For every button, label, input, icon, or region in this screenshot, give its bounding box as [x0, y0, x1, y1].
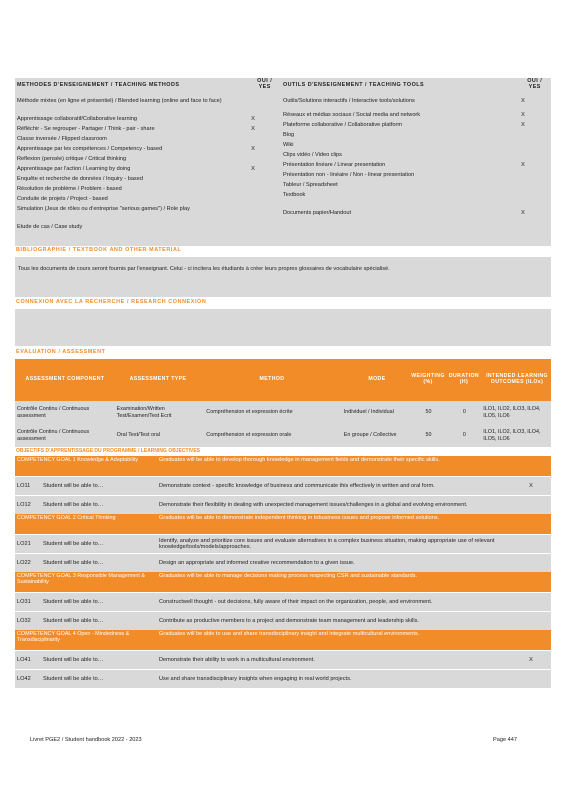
- list-item-check: X: [521, 98, 525, 104]
- evaluation-rows: [15, 401, 551, 447]
- competency-goal-text: Graduates will be able to manage decisions making process respecting CSR and sustainable standards.: [159, 573, 418, 579]
- list-item-label: Présentation non - linéaire / Non - linear presentation: [282, 172, 415, 178]
- list-item-check: X: [251, 126, 255, 132]
- outcome-lead: Student will be able to…: [43, 559, 104, 566]
- list-item-check: [237, 136, 269, 146]
- list-item-check: [237, 176, 269, 186]
- list-item-check: [507, 202, 539, 210]
- eval-duration: 0: [462, 432, 466, 439]
- list-item: [281, 132, 539, 142]
- list-item-check: [237, 196, 269, 206]
- list-item: [281, 98, 539, 112]
- competency-goal-text: Graduates will be able to use and share transdisciplinary insight and integrate multicultural environments.: [159, 631, 420, 637]
- eval-col-type: ASSESSMENT TYPE: [129, 376, 187, 383]
- list-item-label: Blog: [282, 132, 295, 138]
- list-item-label: Documents papier/Handout: [282, 210, 352, 216]
- list-item-check: [237, 224, 269, 234]
- list-item-label: Apprentissage par les compétences / Competency - based: [17, 146, 163, 152]
- bibliography-box: [15, 257, 551, 297]
- eval-row: [15, 401, 551, 424]
- list-item-check: [237, 186, 269, 196]
- list-item-label: Classe inversée / Flipped classroom: [17, 136, 107, 142]
- tools-header: OUTILS D'ENSEIGNEMENT / TEACHING TOOLS: [282, 82, 425, 88]
- list-item-label: Apprentissage par l'action / Learning by doing: [17, 166, 131, 172]
- list-item: [281, 152, 539, 162]
- eval-col-method: METHOD: [259, 376, 285, 383]
- list-item-label: Simulation (Jeux de rôles ou d'entreprise "serious games") / Role play: [17, 206, 190, 212]
- research-box: [15, 309, 551, 346]
- list-item-label: Réfléchir - Se regrouper - Partager / Think - pair - share: [17, 126, 155, 132]
- tools-list: [281, 98, 539, 220]
- outcome-lead: Student will be able to…: [43, 482, 104, 489]
- learning-objectives: [15, 456, 551, 688]
- list-item: [15, 146, 269, 156]
- competency-goal-text: Graduates will be able to demonstrate independent thinking in tobusiness issues and propose informed solutions.: [159, 515, 440, 521]
- list-item-label: Réseaux et médias sociaux / Social media and network: [282, 112, 421, 118]
- list-item-check: [237, 98, 269, 116]
- competency-goal-row: [15, 572, 551, 592]
- list-item: [281, 210, 539, 220]
- eval-weight: 50: [425, 432, 432, 439]
- outcome-code: LO11: [17, 482, 31, 489]
- list-item: [15, 166, 269, 176]
- eval-col-weight: WEIGHTING (%): [411, 373, 445, 385]
- list-item-check: [507, 132, 539, 142]
- list-item: [281, 172, 539, 182]
- list-item-check: X: [251, 116, 255, 122]
- learning-outcome-row: [15, 669, 551, 688]
- list-item-check: [507, 192, 539, 202]
- list-item-check: [237, 156, 269, 166]
- footer-page: Page 447: [493, 737, 517, 743]
- competency-goal-label: COMPETENCY GOAL 3 Responsible Management & Sustainability: [17, 573, 145, 586]
- methods-header: METHODES D'ENSEIGNEMENT / TEACHING METHODS: [17, 82, 180, 88]
- list-item: [281, 182, 539, 192]
- list-item-label: Wiki: [282, 142, 294, 148]
- outcome-text: Demonstrate their ability to work in a multicultural environment.: [159, 656, 315, 663]
- outcome-lead: Student will be able to…: [43, 675, 104, 682]
- eval-mode: Individuel / Individual: [343, 409, 394, 416]
- eval-type: Examination/Written Test/Examen/Test Ecrit: [116, 406, 172, 419]
- list-item-label: Tableur / Spreadsheet: [282, 182, 338, 188]
- competency-goal-row: [15, 514, 551, 534]
- outcome-text: Demonstrate their flexibility in dealing with unexpected management issues/challenges in a global and evolving environment.: [159, 501, 468, 508]
- competency-goal-label: COMPETENCY GOAL 4 Open - Mindedness & Transdisciplinarity: [17, 631, 130, 644]
- list-item-label: Méthode mixtes (en ligne et présentiel) / Blended learning (online and face to face): [17, 98, 222, 104]
- list-item-label: Outils/Solutions interactifs / Interactive tools/solutions: [282, 98, 415, 104]
- footer-left: Livret PGE2 / Student handbook 2022 - 2023: [30, 737, 142, 743]
- competency-goal-label: COMPETENCY GOAL 2 Critical Thinking: [17, 515, 116, 521]
- outcome-text: Identify, analyze and prioritize core issues and evaluate alternatives in a complex business situation, making appropriate use of relevant knowledge/tools/models/approaches.: [159, 537, 495, 550]
- list-item: [15, 98, 269, 116]
- teaching-methods-table: [15, 78, 551, 234]
- eval-method: Compréhension et expression écrite: [206, 409, 293, 416]
- list-item-label: [281, 202, 507, 210]
- list-item-label: Apprentissage collaboratif/Collaborative learning: [17, 116, 138, 122]
- outcome-check: X: [529, 656, 533, 663]
- competency-goal-label: COMPETENCY GOAL 1 Knowledge & Adaptability: [17, 457, 139, 463]
- outcome-lead: Student will be able to…: [43, 540, 104, 547]
- list-item: [15, 224, 269, 234]
- list-item-check: X: [251, 166, 255, 172]
- list-item: [281, 122, 539, 132]
- tools-yes-header: OUI / YES: [527, 78, 543, 91]
- list-item-check: [507, 172, 539, 182]
- list-item: [281, 162, 539, 172]
- list-item: [281, 202, 539, 210]
- learning-outcome-row: [15, 650, 551, 669]
- methods-list: [15, 98, 269, 234]
- methods-yes-header: OUI / YES: [257, 78, 273, 91]
- outcome-lead: Student will be able to…: [43, 656, 104, 663]
- research-text: [15, 309, 551, 321]
- outcome-lead: Student will be able to…: [43, 501, 104, 508]
- evaluation-header-row: [15, 359, 551, 401]
- list-item-check: X: [521, 162, 525, 168]
- list-item-label: Enquête et recherche de données / Inquiry - based: [17, 176, 143, 182]
- list-item-label: Plateforme collaborative / Collaborative platform: [282, 122, 403, 128]
- list-item-label: Clips vidéo / Video clips: [282, 152, 342, 158]
- outcome-code: LO21: [17, 540, 31, 547]
- eval-ilos: ILO1, ILO2, ILO3, ILO4, ILO5, ILO6: [483, 429, 541, 442]
- outcome-code: LO22: [17, 559, 31, 566]
- competency-goal-text: Graduates will be able to develop thorough knowledge in management fields and demonstrate their specific skills.: [159, 457, 440, 463]
- list-item: [15, 156, 269, 166]
- eval-method: Compréhension et expression orale: [206, 432, 292, 439]
- list-item-label: Etude de cas / Case study: [17, 224, 83, 230]
- learning-outcome-row: [15, 592, 551, 611]
- outcome-code: LO31: [17, 598, 31, 605]
- list-item: [15, 116, 269, 126]
- list-item: [15, 196, 269, 206]
- eval-type: Oral Test/Test oral: [116, 432, 160, 439]
- learning-outcome-row: [15, 534, 551, 553]
- list-item-check: X: [521, 210, 525, 216]
- list-item: [15, 176, 269, 186]
- eval-weight: 50: [425, 409, 432, 416]
- list-item-check: [507, 142, 539, 152]
- outcome-check: X: [529, 482, 533, 489]
- list-item-label: Présentation linéare / Linear presentation: [282, 162, 386, 168]
- list-item: [281, 142, 539, 152]
- bibliography-text: Tous les documents de cours seront fournis par l'enseignant. Celui - ci incitera les étudiants à créer leurs propres glossaires de vocabulaire spécialisé.: [18, 266, 390, 272]
- eval-col-mode: MODE: [368, 376, 386, 383]
- list-item-label: Résolution de problème / Problem - based: [17, 186, 122, 192]
- outcome-text: Use and share transdisciplinary insights when engaging in real world projects.: [159, 675, 352, 682]
- eval-mode: En groupe / Collective: [343, 432, 397, 439]
- list-item: [15, 186, 269, 196]
- list-item-label: Textbook: [282, 192, 306, 198]
- competency-goal-row: [15, 456, 551, 476]
- list-item-check: X: [251, 146, 255, 152]
- list-item-check: [237, 206, 269, 224]
- list-item-check: [507, 182, 539, 192]
- list-item: [15, 206, 269, 224]
- outcome-code: LO42: [17, 675, 31, 682]
- list-item: [15, 136, 269, 146]
- learning-outcome-row: [15, 611, 551, 630]
- outcome-text: Constructwell thought - out decisions, fully aware of their impact on the organization, people, and environment.: [159, 598, 433, 605]
- outcome-lead: Student will be able to…: [43, 598, 104, 605]
- evaluation-title: EVALUATION / ASSESSMENT: [16, 349, 106, 355]
- list-item: [15, 126, 269, 136]
- outcome-code: LO32: [17, 617, 31, 624]
- objectives-title: OBJECTIFS D'APPRENTISSAGE DU PROGRAMME / LEARNING OBJECTIVES: [16, 448, 200, 454]
- eval-duration: 0: [462, 409, 466, 416]
- learning-outcome-row: [15, 476, 551, 495]
- learning-outcome-row: [15, 553, 551, 572]
- eval-col-ilos: INTENDED LEARNING OUTCOMES (ILOs): [486, 373, 548, 385]
- outcome-code: LO12: [17, 501, 31, 508]
- list-item: [281, 112, 539, 122]
- list-item: [281, 192, 539, 202]
- eval-row: [15, 424, 551, 447]
- eval-component: Contrôle Continu / Continuous assessment: [17, 406, 90, 419]
- eval-col-duration: DURATION (H): [448, 373, 480, 385]
- list-item-check: X: [521, 112, 525, 118]
- outcome-text: Contribute as productive members to a project and demonstrate team management and leadership skills.: [159, 617, 419, 624]
- research-title: CONNEXION AVEC LA RECHERCHE / RESEARCH CONNEXION: [16, 299, 207, 305]
- learning-outcome-row: [15, 495, 551, 514]
- eval-col-component: ASSESSMENT COMPONENT: [25, 376, 105, 383]
- outcome-lead: Student will be able to…: [43, 617, 104, 624]
- outcome-text: Design an appropriate and informed creative recommendation to a given issue.: [159, 559, 355, 566]
- bibliography-title: BIBLIOGRAPHIE / TEXTBOOK AND OTHER MATERIAL: [16, 247, 182, 253]
- outcome-code: LO41: [17, 656, 31, 663]
- list-item-label: Conduite de projets / Project - based: [17, 196, 108, 202]
- list-item-label: Reflexion (pensée) critique / Critical thinking: [17, 156, 127, 162]
- eval-ilos: ILO1, ILO2, ILO3, ILO4, ILO5, ILO6: [483, 406, 541, 419]
- eval-component: Contrôle Continu / Continuous assessment: [17, 429, 90, 442]
- teaching-methods-block: [15, 78, 551, 246]
- list-item-check: [507, 152, 539, 162]
- list-item-check: X: [521, 122, 525, 128]
- outcome-text: Demonstrate context - specific knowledge of business and communicate this effectively in written and oral form.: [159, 482, 435, 489]
- competency-goal-row: [15, 630, 551, 650]
